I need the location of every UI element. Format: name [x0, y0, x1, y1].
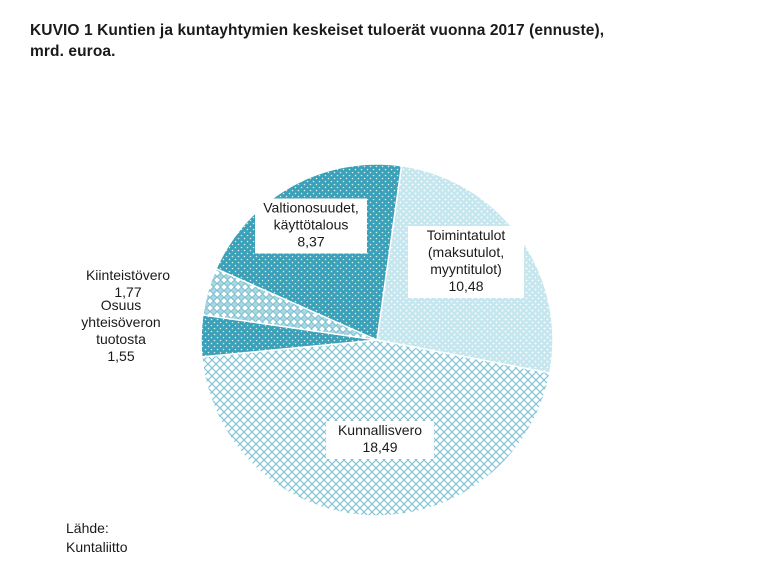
slice-value-label: 1,77 — [114, 284, 142, 300]
source-name: Kuntaliitto — [66, 539, 128, 555]
slice-category-label: Kiinteistövero — [85, 267, 171, 283]
slice-value-label: 10,48 — [448, 278, 484, 294]
slice-category-label: Kunnallisvero — [337, 422, 423, 438]
source-note — [66, 519, 127, 557]
slice-label-2 — [81, 297, 160, 364]
slice-category-label: myyntitulot) — [430, 261, 502, 277]
slice-label-3 — [86, 267, 170, 300]
chart-title-line-1: KUVIO 1 Kuntien ja kuntayhtymien keskeiset tuloerät vuonna 2017 (ennuste), — [30, 22, 605, 39]
slice-category-label: (maksutulot, — [427, 244, 505, 260]
slice-category-label: Osuus — [100, 297, 142, 313]
slice-category-label: yhteisöveron — [81, 314, 161, 330]
slice-value-label: 18,49 — [362, 439, 398, 455]
slice-category-label: Valtionosuudet, — [263, 199, 359, 216]
chart-title-line-2: mrd. euroa. — [30, 43, 116, 60]
slice-category-label: käyttötalous — [273, 216, 349, 233]
source-label: Lähde: — [66, 520, 109, 536]
slice-category-label: Toimintatulot — [426, 227, 506, 243]
slice-value-label: 1,55 — [107, 348, 135, 364]
slice-value-label: 8,37 — [297, 233, 325, 250]
slice-category-label: tuotosta — [96, 331, 146, 347]
